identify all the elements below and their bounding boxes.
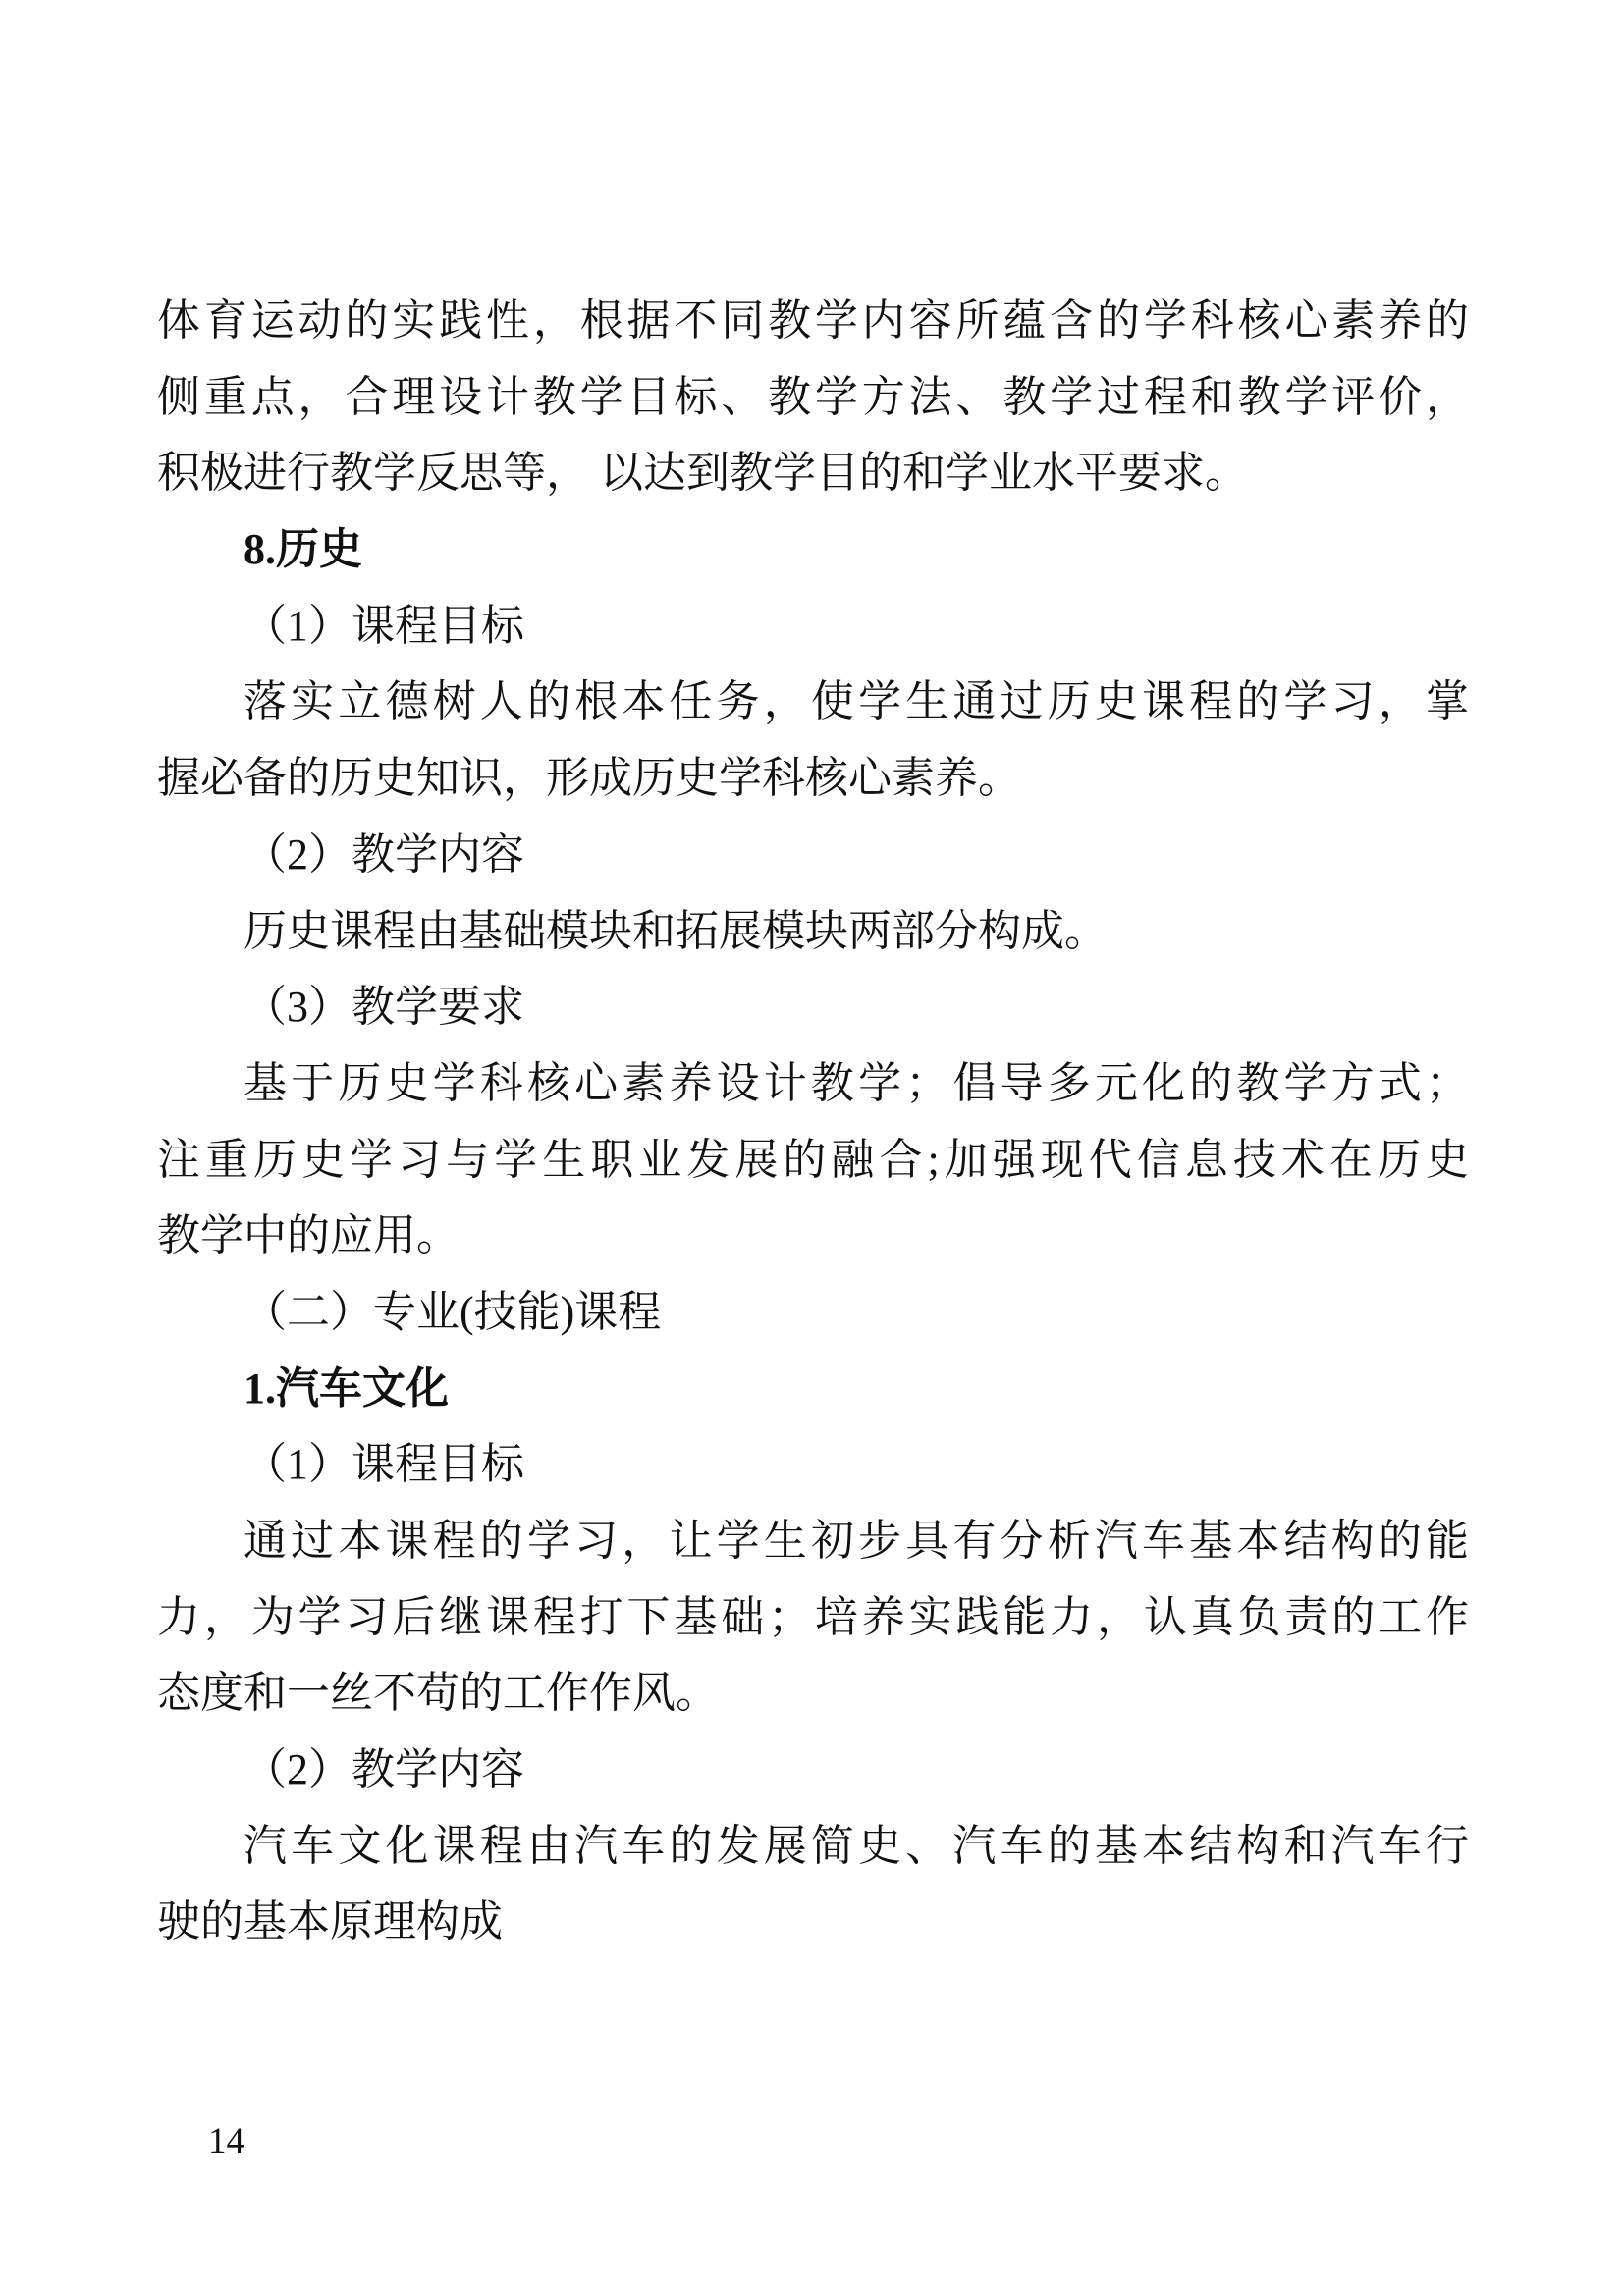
heading-line: 1.汽车文化	[244, 1363, 449, 1413]
text-line: （2）教学内容	[244, 1745, 524, 1794]
text-line: （二）专业(技能)课程	[244, 1287, 662, 1336]
page-number: 14	[208, 2121, 244, 2162]
text-line: 侧重点，合理设计教学目标、教学方法、教学过程和教学评价，	[157, 372, 1469, 421]
text-line: 握必备的历史知识，形成历史学科核心素养。	[157, 754, 1021, 803]
text-line: 力，为学习后继课程打下基础；培养实践能力，认真负责的工作	[157, 1592, 1469, 1641]
text-line: （3）教学要求	[244, 983, 524, 1032]
text-line: （1）课程目标	[244, 601, 524, 650]
text-line: 态度和一丝不苟的工作作风。	[157, 1669, 719, 1718]
text-line: 汽车文化课程由汽车的发展简史、汽车的基本结构和汽车行	[244, 1821, 1469, 1870]
text-line: 历史课程由基础模块和拓展模块两部分构成。	[244, 906, 1108, 955]
text-line: 驶的基本原理构成	[157, 1897, 503, 1947]
text-line: 通过本课程的学习，让学生初步具有分析汽车基本结构的能	[244, 1517, 1469, 1565]
text-line: （2）教学内容	[244, 829, 524, 879]
text-line: 积极进行教学反思等， 以达到教学目的和学业水平要求。	[157, 449, 1248, 498]
text-line: 基于历史学科核心素养设计教学；倡导多元化的教学方式；	[244, 1058, 1469, 1107]
text-line: 落实立德树人的根本任务，使学生通过历史课程的学习，掌	[244, 677, 1469, 726]
text-line: 教学中的应用。	[157, 1211, 460, 1260]
text-line: （1）课程目标	[244, 1440, 524, 1489]
text-line: 注重历史学习与学生职业发展的融合;加强现代信息技术在历史	[157, 1135, 1469, 1184]
text-line: 体育运动的实践性，根据不同教学内容所蕴含的学科核心素养的	[157, 296, 1469, 345]
document-content	[157, 283, 1469, 1960]
heading-line: 8.历史	[244, 525, 362, 574]
